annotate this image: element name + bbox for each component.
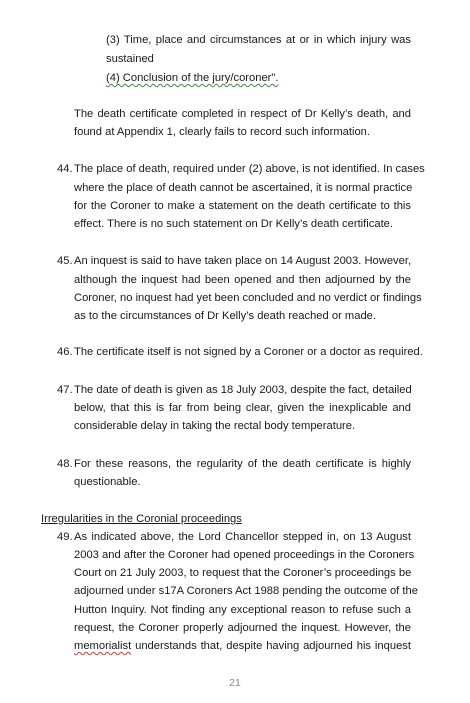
- quote-item-4-text: (4) Conclusion of the jury/coroner".: [106, 72, 279, 84]
- para-49-line: Court on 21 July 2003, to request that the Coroner’s proceedings be: [74, 567, 412, 579]
- para-45-line: Coroner, no inquest had yet been concluded and no verdict or findings: [74, 292, 422, 304]
- para-48-line: questionable.: [74, 476, 141, 488]
- para-46-number: 46.: [57, 346, 73, 358]
- para-45-line: although the inquest had been opened and then adjourned by the: [74, 274, 411, 286]
- para-47-line: below, that this is far from being clear, given the inexplicable and: [74, 402, 411, 414]
- para-44-line: The place of death, required under (2) above, is not identified. In cases: [74, 163, 425, 175]
- page-number: 21: [229, 677, 241, 689]
- para-44-line: effect. There is no such statement on Dr Kelly’s death certificate.: [74, 218, 394, 230]
- para-49-line: request, the Coroner properly adjourned the inquest. However, the: [74, 622, 411, 634]
- section-heading: Irregularities in the Coronial proceedings: [41, 513, 242, 525]
- para-45-line: An inquest is said to have taken place on 14 August 2003. However,: [74, 255, 412, 267]
- para-44-line: for the Coroner to make a statement on the death certificate to this: [74, 200, 411, 212]
- para-47-line: considerable delay in taking the rectal body temperature.: [74, 420, 356, 432]
- para-47-number: 47.: [57, 384, 73, 396]
- para-49-line-last: [74, 639, 411, 653]
- para-46-line: The certificate itself is not signed by a Coroner or a doctor as required.: [74, 346, 423, 358]
- para-44-line: where the place of death cannot be ascertained, it is normal practice: [74, 182, 413, 194]
- para-49-number: 49.: [57, 531, 73, 543]
- para-49-line: adjourned under s17A Coroners Act 1988 pending the outcome of the: [74, 585, 418, 597]
- para-45-number: 45.: [57, 255, 73, 267]
- para-48-line: For these reasons, the regularity of the death certificate is highly: [74, 458, 411, 470]
- para-cert-line-1: The death certificate completed in respect of Dr Kelly’s death, and: [74, 108, 411, 120]
- para-48-number: 48.: [57, 458, 73, 470]
- para-45-line: as to the circumstances of Dr Kelly’s death reached or made.: [74, 310, 377, 322]
- quote-item-3-line-1: (3) Time, place and circumstances at or in which injury was: [106, 34, 411, 46]
- para-47-line: The date of death is given as 18 July 2003, despite the fact, detailed: [74, 384, 412, 396]
- para-49-line: Hutton Inquiry. Not finding any exceptional reason to refuse such a: [74, 604, 411, 616]
- para-49-line: As indicated above, the Lord Chancellor stepped in, on 13 August: [74, 531, 411, 543]
- quote-item-4: [106, 71, 278, 85]
- para-49-line: 2003 and after the Coroner had opened proceedings in the Coroners: [74, 549, 415, 561]
- para-cert-line-2: found at Appendix 1, clearly fails to record such information.: [74, 126, 371, 138]
- para-44-number: 44.: [57, 163, 73, 175]
- spellcheck-word: memorialist: [74, 640, 132, 652]
- quote-item-3-line-2: sustained: [106, 53, 154, 65]
- para-49-line-rest: understands that, despite having adjourned his inquest: [135, 640, 412, 652]
